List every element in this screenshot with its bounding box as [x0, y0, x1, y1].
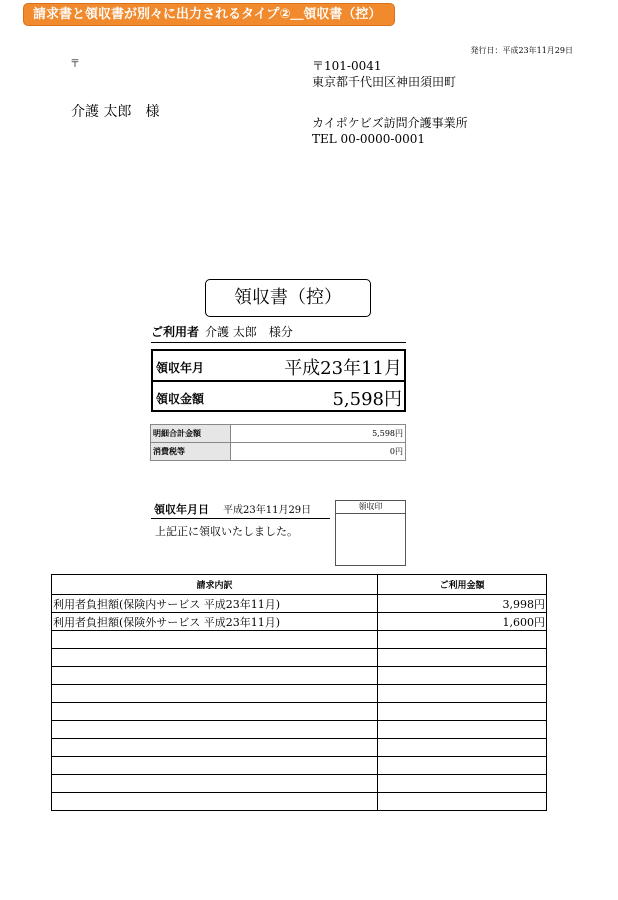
received-statement: 上記正に領収いたしました。 [155, 525, 298, 538]
header-banner: 請求書と領収書が別々に出力されるタイプ②＿領収書（控） [23, 3, 395, 26]
detail-item [52, 757, 378, 775]
year-month-value: 平成23年11月 [284, 358, 402, 379]
detail-amount [378, 649, 547, 667]
table-row [52, 703, 547, 721]
detail-amount [378, 793, 547, 811]
breakdown-row [151, 443, 405, 460]
sender-tel: TEL 00-0000-0001 [312, 132, 426, 146]
breakdown-label: 明細合計金額 [151, 425, 231, 442]
detail-item [52, 739, 378, 757]
breakdown-value: 0円 [389, 447, 403, 456]
detail-item: 利用者負担額(保険内サービス 平成23年11月) [52, 595, 378, 613]
detail-table [51, 574, 547, 811]
detail-item [52, 775, 378, 793]
table-row [52, 595, 547, 613]
detail-header-item: 請求内訳 [52, 575, 378, 595]
detail-amount [378, 721, 547, 739]
detail-item [52, 631, 378, 649]
table-row [52, 739, 547, 757]
table-row [52, 721, 547, 739]
receipt-summary [151, 349, 406, 412]
detail-amount [378, 739, 547, 757]
detail-amount [378, 757, 547, 775]
breakdown-table [150, 424, 406, 461]
stamp-label: 領収印 [336, 501, 405, 514]
detail-amount [378, 703, 547, 721]
recipient-name: 介護 太郎 様 [71, 104, 160, 120]
detail-amount: 1,600円 [378, 613, 547, 631]
detail-amount [378, 775, 547, 793]
user-line [151, 324, 406, 343]
detail-item [52, 703, 378, 721]
table-row [52, 775, 547, 793]
user-value: 介護 太郎 様分 [205, 325, 293, 339]
receipt-date-line [151, 502, 330, 519]
table-row [52, 667, 547, 685]
summary-row-amount [153, 382, 404, 412]
year-month-label: 領収年月 [156, 361, 205, 375]
sender-office: カイポケビズ訪問介護事業所 [312, 116, 468, 130]
summary-row-year-month [153, 351, 404, 382]
detail-item [52, 649, 378, 667]
detail-amount [378, 685, 547, 703]
breakdown-row [151, 425, 405, 443]
breakdown-value: 5,598円 [372, 429, 403, 438]
table-row [52, 793, 547, 811]
detail-header-row [52, 575, 547, 595]
breakdown-label: 消費税等 [151, 443, 231, 460]
receipt-title: 領収書（控） [205, 279, 371, 317]
recipient-postal-mark: 〒 [70, 59, 80, 70]
stamp-box [335, 500, 406, 566]
receipt-date-value: 平成23年11月29日 [223, 505, 312, 516]
detail-amount [378, 667, 547, 685]
amount-value: 5,598円 [332, 389, 402, 410]
user-label: ご利用者 [151, 325, 200, 339]
table-row [52, 649, 547, 667]
detail-header-amount: ご利用金額 [378, 575, 547, 595]
table-row [52, 757, 547, 775]
amount-label: 領収金額 [156, 392, 205, 406]
issue-date: 発行日：平成23年11月29日 [470, 46, 573, 55]
table-row [52, 613, 547, 631]
sender-postal: 〒101-0041 [312, 59, 382, 73]
sender-block [312, 58, 468, 147]
detail-item [52, 667, 378, 685]
receipt-date-label: 領収年月日 [154, 503, 209, 516]
detail-amount: 3,998円 [378, 595, 547, 613]
sender-address: 東京都千代田区神田須田町 [312, 75, 457, 89]
detail-item: 利用者負担額(保険外サービス 平成23年11月) [52, 613, 378, 631]
table-row [52, 631, 547, 649]
table-row [52, 685, 547, 703]
detail-item [52, 685, 378, 703]
detail-item [52, 721, 378, 739]
detail-amount [378, 631, 547, 649]
detail-item [52, 793, 378, 811]
